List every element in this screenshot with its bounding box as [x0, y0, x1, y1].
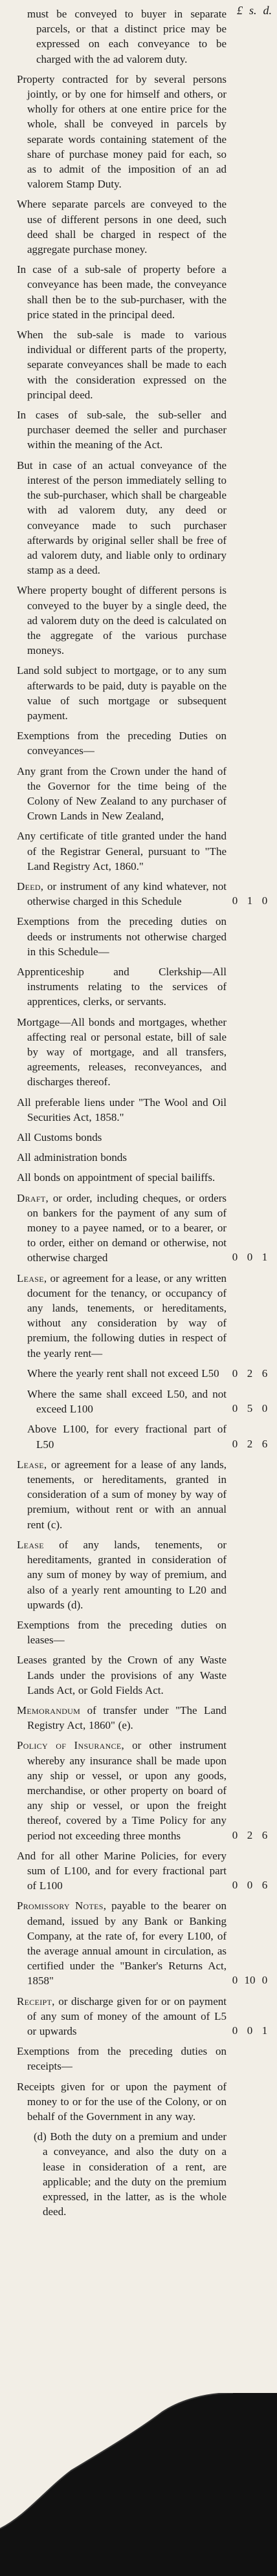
entry-lead-word: Draft, [17, 1191, 49, 1204]
shillings-heading: s. [249, 4, 257, 17]
schedule-entry [17, 663, 271, 723]
pounds-heading: £ [237, 4, 243, 17]
duty-pounds: 0 [232, 1367, 238, 1380]
entry-duty-amount [229, 2079, 271, 2125]
entry-text: All preferable liens under "The Wool and Oil Securities Act, 1858." [17, 1096, 227, 1123]
entry-duty-amount [229, 1271, 271, 1361]
entry-lead-word: Receipt, [17, 1995, 55, 2008]
duty-pounds: 0 [232, 1437, 238, 1450]
entry-duty-amount [229, 828, 271, 874]
schedule-entry [17, 6, 271, 67]
schedule-entry [17, 327, 271, 402]
entry-text: Receipts given for or upon the payment of money to or for the use of the Colony, or on behalf of the Government in any way. [17, 2080, 227, 2123]
entry-duty-amount [229, 72, 271, 192]
duty-shillings: 5 [247, 1402, 253, 1415]
schedule-entry [17, 1537, 271, 1612]
duty-pence: 0 [261, 1402, 268, 1415]
schedule-entry [17, 1848, 271, 1894]
schedule-entry [17, 1457, 271, 1532]
entry-text: But in case of an actual conveyance of the interest of the person immediately selling to the sub-purchaser, which shall be chargeable with ad valorem duty, any deed or conveyance made to such purchaser afterwards by original seller shall be free of ad valorem duty, and liable only to ordinary stamp as a deed. [17, 459, 227, 577]
schedule-entry [17, 1170, 271, 1185]
entry-text: Where the same shall exceed L50, and not exceed L100 [27, 1388, 227, 1416]
entry-duty-amount [229, 1150, 271, 1165]
schedule-entry [17, 1191, 271, 1266]
entry-duty-amount [229, 879, 271, 909]
entry-duty-amount [229, 1898, 271, 1988]
schedule-entry [17, 1618, 271, 1647]
entry-text: Lease of any lands, tenements, or hereditaments, granted in consideration of any sum of money by way of premium, and also of a yearly rent amounting to L20 and upwards (d). [17, 1538, 227, 1611]
entry-duty-amount [229, 764, 271, 824]
schedule-entry [17, 2129, 271, 2219]
pence-heading: d. [263, 4, 272, 17]
entry-text: In case of a sub-sale of property before a conveyance has been made, the conveyance shall then be to the sub-purchaser, with the price stated in the principal deed. [17, 263, 227, 321]
entry-duty-amount [229, 2129, 271, 2219]
duty-pence: 0 [261, 894, 268, 907]
entry-text: Mortgage—All bonds and mortgages, whether affecting real or personal estate, bill of sale by way of mortgage, and all transfers, agreements, releases, reconveyances, and discharges thereof. [17, 1015, 227, 1088]
schedule-entry [17, 764, 271, 824]
entry-text: Where the yearly rent shall not exceed L50 [27, 1367, 219, 1380]
schedule-entry [17, 914, 271, 959]
duty-shillings: 2 [247, 1367, 253, 1380]
schedule-entry [17, 964, 271, 1010]
entry-duty-amount [229, 1652, 271, 1698]
entry-text: Any grant from the Crown under the hand of the Governor for the time being of the Colony of New Zealand to any purchaser of Crown Lands in New Zealand, [17, 764, 227, 823]
entry-duty-amount [229, 1191, 271, 1266]
entry-duty-amount [229, 458, 271, 578]
entry-text: When the sub-sale is made to various individual or different parts of the property, separate conveyances shall be made to each with the consideration expressed on the principal deed. [17, 329, 227, 401]
duty-shillings: 0 [247, 2024, 253, 2037]
entry-text: Above L100, for every fractional part of L50 [27, 1423, 227, 1451]
entry-duty-amount [229, 583, 271, 658]
duty-pence: 0 [261, 1974, 268, 1987]
entry-text: In cases of sub-sale, the sub-seller and purchaser deemed the seller and purchaser within the meaning of the Act. [17, 409, 227, 451]
duty-pounds: 0 [232, 1251, 238, 1264]
entry-text: Deed, or instrument of any kind whatever, not otherwise charged in this Schedule [17, 880, 227, 908]
entry-duty-amount [229, 2044, 271, 2073]
schedule-entry [17, 728, 271, 758]
schedule-entry [17, 1898, 271, 1988]
entry-text: (d) Both the duty on a premium and under a conveyance, and also the duty on a lease in consideration of a rent, are applicable; and the duty on the premium expressed, in the latter, as is the whole deed. [34, 2130, 227, 2218]
entry-duty-amount [229, 1994, 271, 2039]
entry-duty-amount [229, 1537, 271, 1612]
entry-text: Draft, or order, including cheques, or orders on bankers for the payment of any sum of money to a payee named, or to a bearer, or to order, either on demand or otherwise, not otherwise charged [17, 1191, 227, 1264]
duty-pounds: 0 [232, 2024, 238, 2037]
entry-text: Apprenticeship and Clerkship—All instruments relating to the services of apprentices, clerks, or servants. [17, 965, 227, 1008]
schedule-entry [17, 407, 271, 453]
duty-shillings: 2 [247, 1828, 253, 1841]
entry-text: Where property bought of different persons is conveyed to the buyer by a single deed, the ad valorem duty on the deed is calculated on the aggregate of the various purchase moneys. [17, 584, 227, 657]
entry-text: Exemptions from the preceding duties on deeds or instruments not otherwise charged in this Schedule— [17, 915, 227, 958]
entry-text: Lease, or agreement for a lease of any lands, tenements, or hereditaments, granted in consideration of a sum of money by way of premium, without rent or with an annual rent (c). [17, 1458, 227, 1531]
entry-duty-amount [229, 964, 271, 1010]
duty-shillings: 10 [244, 1974, 256, 1987]
entry-text: Any certificate of title granted under the hand of the Registrar General, pursuant to "The Land Registry Act, 1860." [17, 830, 227, 872]
duty-pence: 1 [261, 1251, 268, 1264]
currency-column-header [237, 4, 272, 17]
schedule-entry [17, 1366, 271, 1381]
schedule-entry [17, 1422, 271, 1451]
entry-text: Land sold subject to mortgage, or to any sum afterwards to be paid, duty is payable on the value of such mortgage or subsequent payment. [17, 664, 227, 722]
schedule-entry [17, 1738, 271, 1843]
entry-duty-amount [229, 1703, 271, 1733]
entry-duty-amount [229, 1095, 271, 1125]
entry-duty-amount [229, 1170, 271, 1185]
duty-pounds: 0 [232, 1974, 238, 1987]
entry-lead-word: Deed, [17, 880, 44, 893]
torn-page-corner [0, 2393, 277, 2576]
entry-duty-amount [229, 914, 271, 959]
entry-lead-word: Lease, [17, 1458, 47, 1471]
duty-shillings: 0 [247, 1251, 253, 1264]
entry-lead-word: Memorandum [17, 1704, 81, 1716]
schedule-entry [17, 583, 271, 658]
entry-text: Memorandum of transfer under "The Land Registry Act, 1860" (e). [17, 1704, 227, 1732]
schedule-entry [17, 2079, 271, 2125]
entry-text: Leases granted by the Crown of any Waste Lands under the provisions of any Waste Lands Act, or Gold Fields Act. [17, 1654, 227, 1696]
entry-duty-amount [229, 262, 271, 322]
duty-shillings: 1 [247, 894, 253, 907]
schedule-entry [17, 1150, 271, 1165]
entry-duty-amount [229, 407, 271, 453]
entry-text: Where separate parcels are conveyed to the use of different persons in one deed, such deed shall be charged in respect of the aggregate purchase money. [17, 198, 227, 256]
entry-text: All bonds on appointment of special bailiffs. [17, 1171, 216, 1184]
entry-lead-word: Lease [17, 1538, 44, 1551]
schedule-entry [17, 828, 271, 874]
entry-duty-amount [229, 1738, 271, 1843]
duty-pounds: 0 [232, 1879, 238, 1892]
entry-duty-amount [229, 1618, 271, 1647]
duty-pounds: 0 [232, 1828, 238, 1841]
entry-text: Receipt, or discharge given for or on payment of any sum of money of the amount of L5 or upwards [17, 1995, 227, 2037]
entry-lead-word: Policy of Insurance, [17, 1739, 125, 1752]
entry-text: Lease, or agreement for a lease, or any written document for the tenancy, or occupancy of any lands, tenements, or hereditaments, without any consideration by way of premium, the following duties in respect of the yearly rent— [17, 1272, 227, 1359]
schedule-entry [17, 1095, 271, 1125]
schedule-entry [17, 879, 271, 909]
schedule-entry [17, 1015, 271, 1090]
duty-pence: 6 [261, 1437, 268, 1450]
entry-duty-amount [229, 1457, 271, 1532]
entry-duty-amount [229, 1422, 271, 1451]
entry-text: Exemptions from the preceding duties on leases— [17, 1618, 227, 1647]
schedule-entry [17, 72, 271, 192]
duty-pounds: 0 [232, 894, 238, 907]
schedule-entry [17, 1703, 271, 1733]
duty-shillings: 0 [247, 1879, 253, 1892]
entry-text: Promissory Notes, payable to the bearer on demand, issued by any Bank or Banking Company, at the rate of, for every L100, of the average annual amount in circulation, as certified under the "Banker's Returns Act, 1858" [17, 1900, 227, 1987]
schedule-entry [17, 197, 271, 257]
entry-text: All Customs bonds [17, 1131, 102, 1144]
entry-duty-amount [229, 1848, 271, 1894]
duty-pence: 1 [261, 2024, 268, 2037]
duty-pounds: 0 [232, 1402, 238, 1415]
entry-duty-amount [229, 197, 271, 257]
entry-duty-amount [229, 1366, 271, 1381]
schedule-entries [17, 6, 271, 2219]
duty-pence: 6 [261, 1879, 268, 1892]
entry-duty-amount [229, 1387, 271, 1416]
entry-duty-amount [229, 327, 271, 402]
duty-pence: 6 [261, 1828, 268, 1841]
entry-duty-amount [229, 1130, 271, 1145]
entry-duty-amount [229, 728, 271, 758]
schedule-entry [17, 1271, 271, 1361]
schedule-entry [17, 1387, 271, 1416]
entry-text: Policy of Insurance, or other instrument whereby any insurance shall be made upon any ship or vessel, or upon any goods, merchandise, or other property on board of any ship or vessel, or upon the freight thereof, covered by a Time Policy for any period not exceeding three months [17, 1739, 227, 1842]
entry-duty-amount [229, 1015, 271, 1090]
duty-pence: 6 [261, 1367, 268, 1380]
entry-lead-word: Promissory Notes, [17, 1900, 107, 1912]
entry-text: All administration bonds [17, 1151, 127, 1164]
schedule-entry [17, 1652, 271, 1698]
schedule-entry [17, 458, 271, 578]
entry-text: must be conveyed to buyer in separate parcels, or that a distinct price may be expressed on each conveyance to be charged with the ad valorem duty. [27, 8, 227, 65]
entry-duty-amount [229, 663, 271, 723]
schedule-entry [17, 1994, 271, 2039]
entry-text: Exemptions from the preceding duties on receipts— [17, 2045, 227, 2073]
schedule-entry [17, 1130, 271, 1145]
entry-text: And for all other Marine Policies, for every sum of L100, and for every fractional part of L100 [17, 1849, 227, 1892]
entry-text: Property contracted for by several persons jointly, or by one for himself and others, or wholly for others at one entire price for the whole, shall be conveyed in parcels by separate words containing statement of the share of purchase money paid for each, so as to admit of the imposition of an ad valorem Stamp Duty. [17, 72, 227, 191]
schedule-entry [17, 2044, 271, 2073]
entry-lead-word: Lease, [17, 1272, 47, 1284]
entry-text: Exemptions from the preceding Duties on conveyances— [17, 730, 227, 757]
schedule-entry [17, 262, 271, 322]
duty-shillings: 2 [247, 1437, 253, 1450]
